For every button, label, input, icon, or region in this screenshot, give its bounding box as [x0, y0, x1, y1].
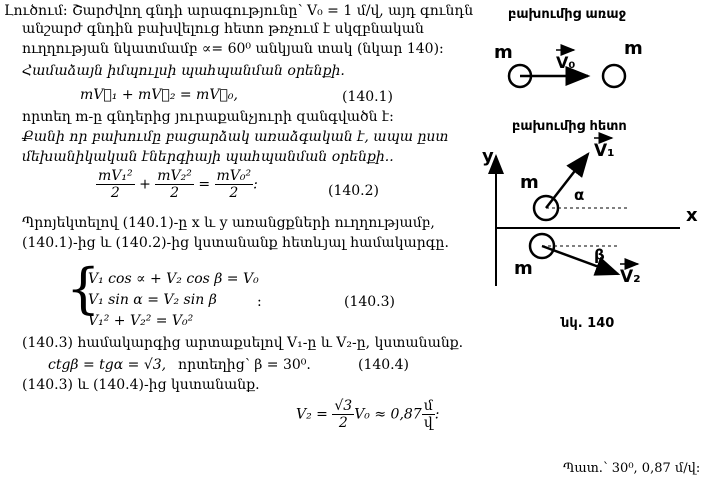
- equation-140-2: [96, 168, 258, 201]
- equation-140-4-text: որտեղից՝ β = 30⁰.: [178, 357, 311, 373]
- v1-label: V₁: [594, 141, 615, 161]
- figure-after-title: բախումից հետո: [512, 119, 627, 134]
- system-eq-2: V₁ sin α = V₂ sin β: [88, 292, 217, 308]
- m-label: m: [624, 38, 643, 59]
- fraction-denominator: 2: [170, 185, 180, 201]
- answer: Պատ.՝ 30⁰, 0,87 մ/վ:: [563, 461, 701, 476]
- system-colon: :: [257, 294, 262, 310]
- fraction-denominator: 2: [110, 185, 120, 201]
- solution-line-2: անշարժ գնդին բախվելուց հետո թռչում է սկզբնական: [22, 21, 424, 37]
- fraction-denominator: 2: [229, 185, 239, 201]
- figure-before-title: բախումից առաջ: [508, 7, 627, 22]
- equation-140-4: ctgβ = tgα = √3,: [48, 357, 167, 373]
- solution-line-7: մեխանիկական էներգիայի պահպանման օրենքի..: [22, 149, 394, 165]
- equation-140-2-number: (140.2): [328, 183, 380, 199]
- system-brace: {: [66, 257, 101, 320]
- fraction-numerator: mV₂²: [157, 168, 192, 184]
- solution-line-10: (140.3) համակարգից արտաքսելով V₁-ը և V₂-ը, կստանանք.: [22, 335, 464, 351]
- collision-diagram: [470, 28, 710, 308]
- system-eq-1: V₁ cos ∝ + V₂ cos β = V₀: [88, 271, 259, 287]
- fraction-numerator: mV₁²: [98, 168, 133, 184]
- v2-label: V₂: [620, 267, 641, 287]
- fraction-numerator: mV₀²: [216, 168, 252, 184]
- m-label: m: [514, 258, 533, 279]
- plus-sign: +: [139, 176, 151, 193]
- solution-line-6: Քանի որ բախումը բացարձակ առաձգական է, ապա ըստ: [22, 129, 449, 145]
- colon: :: [253, 176, 258, 193]
- ball-stationary: [603, 65, 625, 87]
- unit-numerator: մ: [423, 398, 433, 414]
- alpha-label: α: [574, 186, 585, 204]
- equation-140-1: mV⃗₁ + mV⃗₂ = mV⃗₀,: [80, 87, 238, 103]
- solution-line-3: ուղղության նկատմամբ ∝= 60⁰ անկյան տակ (նկար 140):: [22, 41, 444, 57]
- equation-result: [296, 398, 439, 431]
- solution-line-8: Պրոյեկտելով (140.1)-ը x և y առանցքների ուղղությամբ,: [22, 215, 435, 231]
- colon: :: [434, 406, 440, 423]
- figure-caption: նկ. 140: [561, 316, 615, 331]
- m-label: m: [520, 172, 539, 193]
- fraction-numerator: √3: [334, 398, 353, 414]
- x-axis-label: x: [686, 205, 698, 226]
- v0-label: V₀: [556, 53, 576, 72]
- beta-label: β: [594, 246, 605, 264]
- result-left: V₂ =: [296, 406, 328, 423]
- solution-line-1: Լուծում: Շարժվող գնդի արագությունը՝ V₀ = 1 մ/վ, այդ գունդն: [4, 3, 474, 19]
- y-axis-label: y: [482, 146, 494, 167]
- solution-line-11: (140.3) և (140.4)-ից կստանանք.: [22, 377, 260, 393]
- solution-line-9: (140.1)-ից և (140.2)-ից կստանանք հետևյալ համակարգը.: [22, 235, 449, 251]
- m-label: m: [494, 42, 513, 63]
- equation-140-3-number: (140.3): [344, 294, 396, 310]
- v2-arrow: [542, 246, 618, 274]
- equation-140-4-number: (140.4): [358, 357, 410, 373]
- unit-denominator: վ: [423, 415, 433, 431]
- fraction-denominator: 2: [338, 415, 348, 431]
- solution-line-5: որտեղ m-ը գնդերից յուրաքանչյուրի զանգվածն է:: [22, 109, 394, 125]
- solution-line-4: Համաձայն իմպուլսի պահպանման օրենքի.: [22, 63, 345, 79]
- equals-sign: =: [198, 176, 211, 193]
- result-middle: V₀ ≈ 0,87: [354, 406, 422, 423]
- system-eq-3: V₁² + V₂² = V₀²: [88, 313, 194, 329]
- equation-140-1-number: (140.1): [342, 89, 394, 105]
